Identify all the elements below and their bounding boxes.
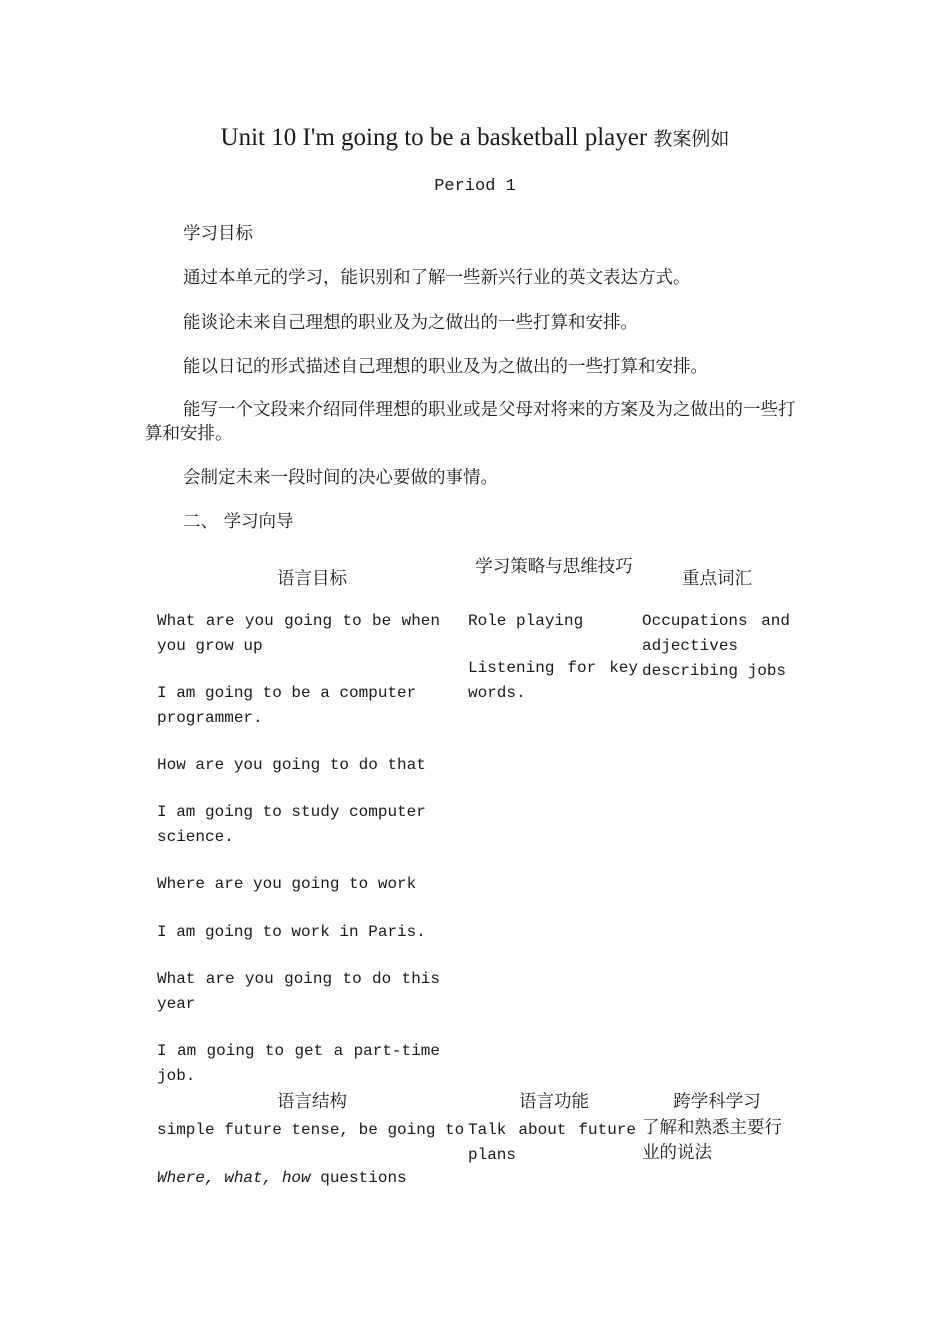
function-item: Talk about future plans (468, 1121, 636, 1164)
language-goal: I am going to work in Paris. (157, 923, 426, 941)
objective-item: 能以日记的形式描述自己理想的职业及为之做出的一些打算和安排。 (183, 357, 708, 377)
strategy-item: Role playing (468, 612, 584, 630)
table-header-cross-subject: 跨学科学习 (673, 1092, 761, 1112)
structure-question-words: Where, what, how (157, 1169, 311, 1187)
language-goal: I am going to be a computer programmer. (157, 684, 417, 727)
language-goal: I am going to get a part-time job. (157, 1042, 440, 1085)
language-goal: What are you going to be when you grow up (157, 612, 440, 655)
language-goal: What are you going to do this year (157, 970, 440, 1013)
objective-item: 会制定未来一段时间的决心要做的事情。 (183, 468, 498, 488)
table-header-vocabulary: 重点词汇 (682, 569, 752, 589)
period-label: Period 1 (434, 177, 516, 196)
table-header-language-goals: 语言目标 (277, 569, 347, 589)
page-title (0, 124, 950, 152)
section-heading-guide: 二、 学习向导 (183, 512, 294, 532)
table-header-function: 语言功能 (519, 1092, 589, 1112)
cross-subject-item: 了解和熟悉主要行业的说法 (642, 1118, 782, 1163)
objective-item: 通过本单元的学习，能识别和了解一些新兴行业的英文表达方式。 (183, 268, 691, 288)
table-header-structure: 语言结构 (277, 1092, 347, 1112)
strategy-item: Listening for key words. (468, 659, 638, 702)
structure-item: simple future tense, be going to (157, 1121, 465, 1139)
objective-item: 能写一个文段来介绍同伴理想的职业或是父母对将来的方案及为之做出的一些打算和安排。 (145, 400, 796, 444)
language-goal: How are you going to do that (157, 756, 426, 774)
title-chinese: 教案例如 (653, 128, 730, 150)
title-english: Unit 10 I'm going to be a basketball player (220, 124, 648, 151)
language-goal: I am going to study computer science. (157, 803, 426, 846)
objective-item: 能谈论未来自己理想的职业及为之做出的一些打算和安排。 (183, 313, 638, 333)
structure-questions (157, 1166, 467, 1191)
structure-question-suffix: questions (310, 1169, 407, 1187)
table-header-strategies: 学习策略与思维技巧 (475, 557, 633, 577)
section-heading-objectives: 学习目标 (183, 224, 253, 244)
language-goal: Where are you going to work (157, 875, 417, 893)
vocabulary-item: Occupations and adjectives describing jobs (642, 612, 790, 680)
